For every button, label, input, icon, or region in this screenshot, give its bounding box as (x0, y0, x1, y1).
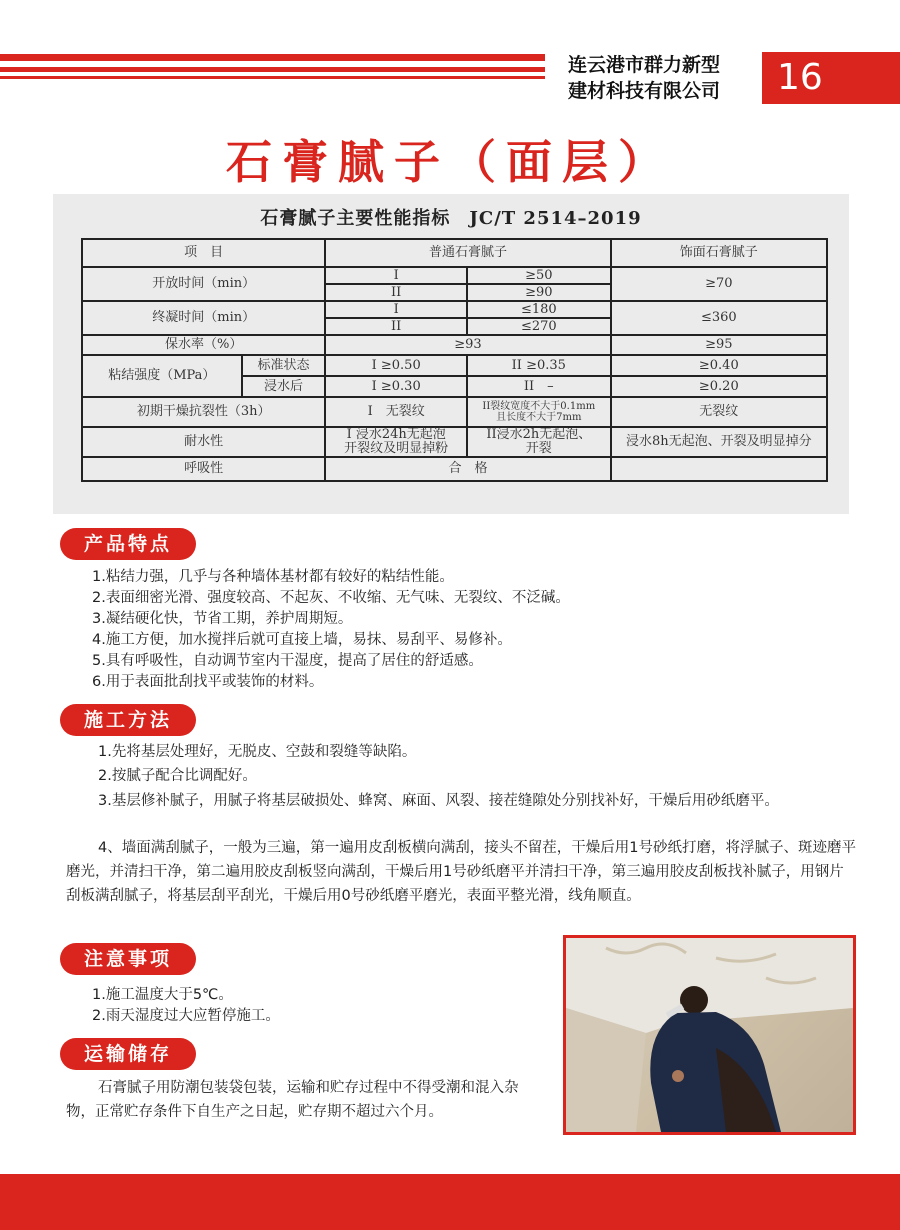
table-cell: 无裂纹 (611, 397, 827, 427)
page-title: 石膏腻子（面层） (226, 135, 674, 189)
list-item: 2.雨天湿度过大应暂停施工。 (92, 1008, 280, 1024)
company-name (568, 52, 768, 104)
table-cell: 终凝时间（min） (82, 301, 325, 335)
table-cell: 粘结强度（MPa） (82, 355, 242, 397)
table-cell: 耐水性 (82, 427, 325, 457)
table-cell: I (325, 301, 467, 318)
table-cell: I ≥0.30 (325, 376, 467, 397)
notes-heading: 注意事项 (60, 943, 196, 975)
table-cell: ≥95 (611, 335, 827, 355)
list-item: 1.粘结力强，几乎与各种墙体基材都有较好的粘结性能。 (92, 569, 454, 585)
spec-table-title: 石膏腻子主要性能指标 JC/T 2514–2019 (260, 208, 642, 229)
table-row (82, 335, 827, 355)
company-name-line1: 连云港市群力新型 (568, 54, 721, 76)
table-cell (611, 457, 827, 481)
cell-line: I 浸水24h无起泡 (346, 427, 446, 442)
header-stripe-1 (0, 54, 545, 61)
table-cell: ≥50 (467, 267, 611, 284)
table-cell: II – (467, 376, 611, 397)
table-cell: ≥0.40 (611, 355, 827, 376)
table-cell: ≤270 (467, 318, 611, 335)
spec-table (81, 238, 828, 482)
cell-line: II裂纹宽度不大于0.1mm (482, 401, 596, 412)
cell-line: 开裂 (525, 441, 552, 456)
list-item: 3.凝结硬化快，节省工期，养护周期短。 (92, 611, 353, 627)
transport-heading: 运输储存 (60, 1038, 196, 1070)
table-cell: 开放时间（min） (82, 267, 325, 301)
table-row (82, 397, 827, 427)
method-step-4: 4、墙面满刮腻子，一般为三遍，第一遍用皮刮板横向满刮，接头不留茬，干燥后用1号砂纸打磨，将浮腻子、斑迹磨平磨光，并清扫干净，第二遍用胶皮刮板竖向满刮，干燥后用1号砂纸磨平并清扫干净，第三遍用胶皮刮板找补腻子，用钢片刮板满刮腻子，将基层刮平刮光，干燥后用0号砂纸磨平磨光，表面平整光滑，线角顺直。 (66, 840, 856, 904)
table-cell: ≥90 (467, 284, 611, 301)
cell-line: 开裂纹及明显掉粉 (344, 441, 449, 456)
list-item: 4.施工方便，加水搅拌后就可直接上墙，易抹、易刮平、易修补。 (92, 632, 512, 648)
features-list (92, 567, 570, 693)
table-cell: ≤360 (611, 301, 827, 335)
table-cell: 浸水后 (242, 376, 326, 397)
cell-line: II浸水2h无起泡、 (486, 427, 592, 442)
table-row (82, 301, 827, 318)
method-step-3: 3.基层修补腻子，用腻子将基层破损处、蜂窝、麻面、风裂、接茬缝隙处分别找补好，干燥后用砂纸磨平。 (98, 793, 779, 809)
table-cell (325, 427, 467, 457)
table-cell: II (325, 284, 467, 301)
table-row (82, 267, 827, 284)
table-row (82, 457, 827, 481)
features-heading: 产品特点 (60, 528, 196, 560)
table-cell (467, 397, 611, 427)
list-item: 5.具有呼吸性，自动调节室内干湿度，提高了居住的舒适感。 (92, 653, 483, 669)
table-cell: 标准状态 (242, 355, 326, 376)
table-cell: ≥70 (611, 267, 827, 301)
notes-list (92, 985, 280, 1027)
cell-line: 且长度不大于7mm (496, 412, 582, 423)
method-heading: 施工方法 (60, 704, 196, 736)
footer-bar (0, 1174, 900, 1230)
list-item: 6.用于表面批刮找平或装饰的材料。 (92, 674, 324, 690)
table-cell: I ≥0.50 (325, 355, 467, 376)
table-cell (467, 427, 611, 457)
company-name-line2: 建材科技有限公司 (568, 80, 721, 102)
table-cell: ≤180 (467, 301, 611, 318)
list-item: 2.表面细密光滑、强度较高、不起灰、不收缩、无气味、无裂纹、不泛碱。 (92, 590, 570, 606)
table-cell: 呼吸性 (82, 457, 325, 481)
table-cell: I (325, 267, 467, 284)
table-row (82, 239, 827, 267)
table-cell: 浸水8h无起泡、开裂及明显掉分 (611, 427, 827, 457)
table-cell: II (325, 318, 467, 335)
method-step-2: 2.按腻子配合比调配好。 (98, 768, 257, 784)
worker-photo (563, 935, 856, 1135)
table-cell: 合 格 (325, 457, 610, 481)
table-cell: 饰面石膏腻子 (611, 239, 827, 267)
table-row (82, 427, 827, 457)
table-cell: ≥0.20 (611, 376, 827, 397)
transport-text: 石膏腻子用防潮包装袋包装，运输和贮存过程中不得受潮和混入杂物，正常贮存条件下自生产之日起，贮存期不超过六个月。 (66, 1080, 519, 1120)
header-stripe-3 (0, 76, 545, 79)
table-cell: I 无裂纹 (325, 397, 467, 427)
table-cell: 普通石膏腻子 (325, 239, 610, 267)
table-cell: ≥93 (325, 335, 610, 355)
table-cell: 初期干燥抗裂性（3h） (82, 397, 325, 427)
method-step-1: 1.先将基层处理好，无脱皮、空鼓和裂缝等缺陷。 (98, 744, 417, 760)
worker-illustration (566, 938, 853, 1132)
table-cell: 保水率（%） (82, 335, 325, 355)
table-cell: 项 目 (82, 239, 325, 267)
list-item: 1.施工温度大于5℃。 (92, 987, 233, 1003)
table-row (82, 355, 827, 376)
page-number-badge: 16 (762, 52, 900, 104)
header-stripe-2 (0, 67, 545, 72)
spec-panel (53, 194, 849, 514)
table-cell: II ≥0.35 (467, 355, 611, 376)
